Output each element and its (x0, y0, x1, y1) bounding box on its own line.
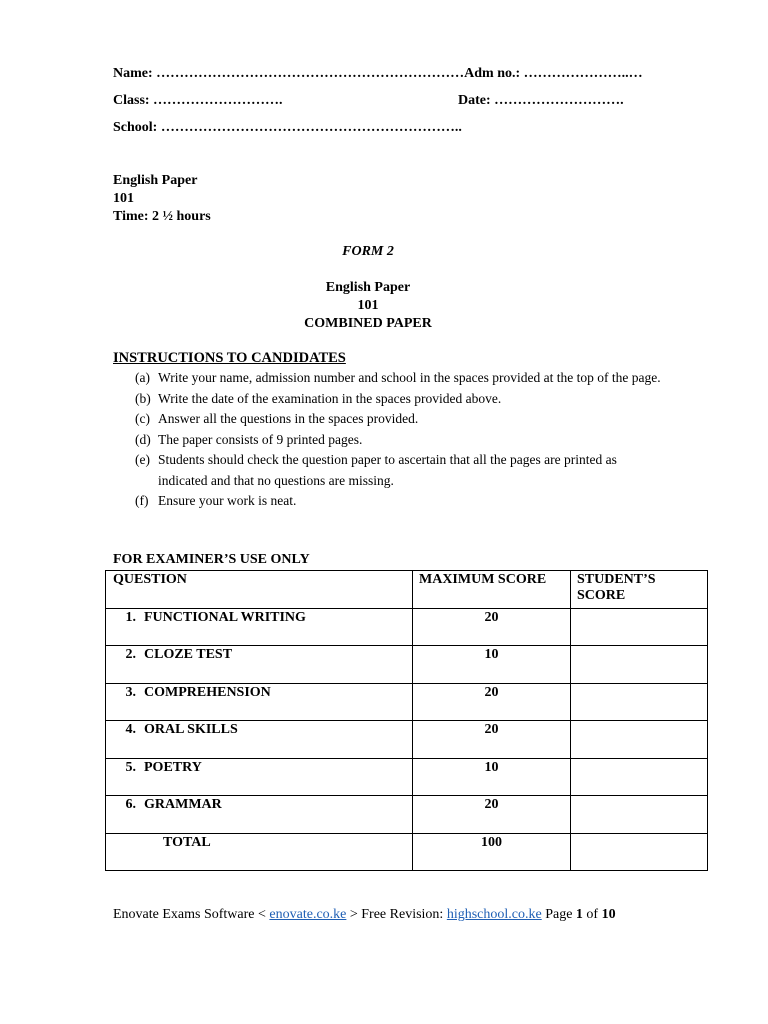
paper-code: 101 (113, 191, 134, 206)
total-row (106, 833, 708, 871)
paper-info (113, 172, 211, 226)
of-word: of (582, 907, 602, 922)
title-combined: COMBINED PAPER (304, 316, 432, 331)
max-score-cell: 10 (413, 646, 571, 684)
footer (113, 907, 616, 923)
header-max-score: MAXIMUM SCORE (413, 571, 571, 609)
paper-time: Time: 2 ½ hours (113, 209, 211, 224)
title-subject: English Paper (325, 280, 411, 295)
student-score-cell[interactable] (571, 683, 708, 721)
question-cell: 3. COMPREHENSION (106, 683, 413, 721)
max-score-cell: 20 (413, 683, 571, 721)
student-score-cell[interactable] (571, 721, 708, 759)
page-word: Page (541, 907, 576, 922)
table-row (106, 646, 708, 684)
instructions-list (135, 368, 661, 512)
total-max-score: 100 (413, 833, 571, 871)
student-score-cell[interactable] (571, 608, 708, 646)
instruction-item: (d) The paper consists of 9 printed pages. (135, 431, 363, 447)
title-code: 101 (357, 298, 379, 313)
student-score-cell[interactable] (571, 796, 708, 834)
highschool-link[interactable]: highschool.co.ke (446, 907, 542, 922)
examiner-title: FOR EXAMINER’S USE ONLY (113, 552, 310, 567)
header-question: QUESTION (106, 571, 413, 609)
enovate-link[interactable]: enovate.co.ke (269, 907, 347, 922)
table-header-row (106, 571, 708, 609)
question-cell: 6. GRAMMAR (106, 796, 413, 834)
score-table (105, 570, 708, 871)
student-score-cell[interactable] (571, 646, 708, 684)
table-row (106, 796, 708, 834)
header-student-score: STUDENT’S SCORE (571, 571, 708, 609)
class-line: Class: ………………………. (113, 93, 283, 108)
table-row (106, 758, 708, 796)
question-cell: 5. POETRY (106, 758, 413, 796)
instruction-item: (c) Answer all the questions in the spaces provided. (135, 411, 419, 426)
title-block (0, 279, 752, 333)
footer-mid: > Free Revision: (346, 907, 447, 922)
question-cell: 4. ORAL SKILLS (106, 721, 413, 759)
total-label: TOTAL (106, 833, 413, 871)
paper-subject: English Paper (113, 173, 198, 188)
max-score-cell: 10 (413, 758, 571, 796)
table-row (106, 683, 708, 721)
instructions-title: INSTRUCTIONS TO CANDIDATES (113, 350, 346, 366)
name-admno-line: Name: …………………………………………………………Adm no.: …………………..… (113, 66, 643, 81)
question-cell: 1. FUNCTIONAL WRITING (106, 608, 413, 646)
table-row (106, 721, 708, 759)
footer-prefix: Enovate Exams Software < (113, 907, 270, 922)
max-score-cell: 20 (413, 721, 571, 759)
page-number: 1 (575, 907, 583, 922)
page-total: 10 (601, 907, 616, 922)
school-line: School: ……………………………………………………….. (113, 120, 462, 135)
instruction-item: (a) Write your name, admission number and school in the spaces provided at the top of the page. (135, 370, 661, 385)
question-cell: 2. CLOZE TEST (106, 646, 413, 684)
instruction-item: (f) Ensure your work is neat. (135, 493, 297, 508)
instruction-item-continued: indicated and that no questions are missing. (158, 472, 394, 488)
max-score-cell: 20 (413, 608, 571, 646)
table-row (106, 608, 708, 646)
total-student-score[interactable] (571, 833, 708, 871)
date-line: Date: ………………………. (458, 93, 624, 108)
instruction-item: (b) Write the date of the examination in the spaces provided above. (135, 390, 502, 406)
form-title: FORM 2 (342, 244, 394, 259)
student-score-cell[interactable] (571, 758, 708, 796)
max-score-cell: 20 (413, 796, 571, 834)
instruction-item: (e) Students should check the question paper to ascertain that all the pages are printed as (135, 452, 617, 467)
